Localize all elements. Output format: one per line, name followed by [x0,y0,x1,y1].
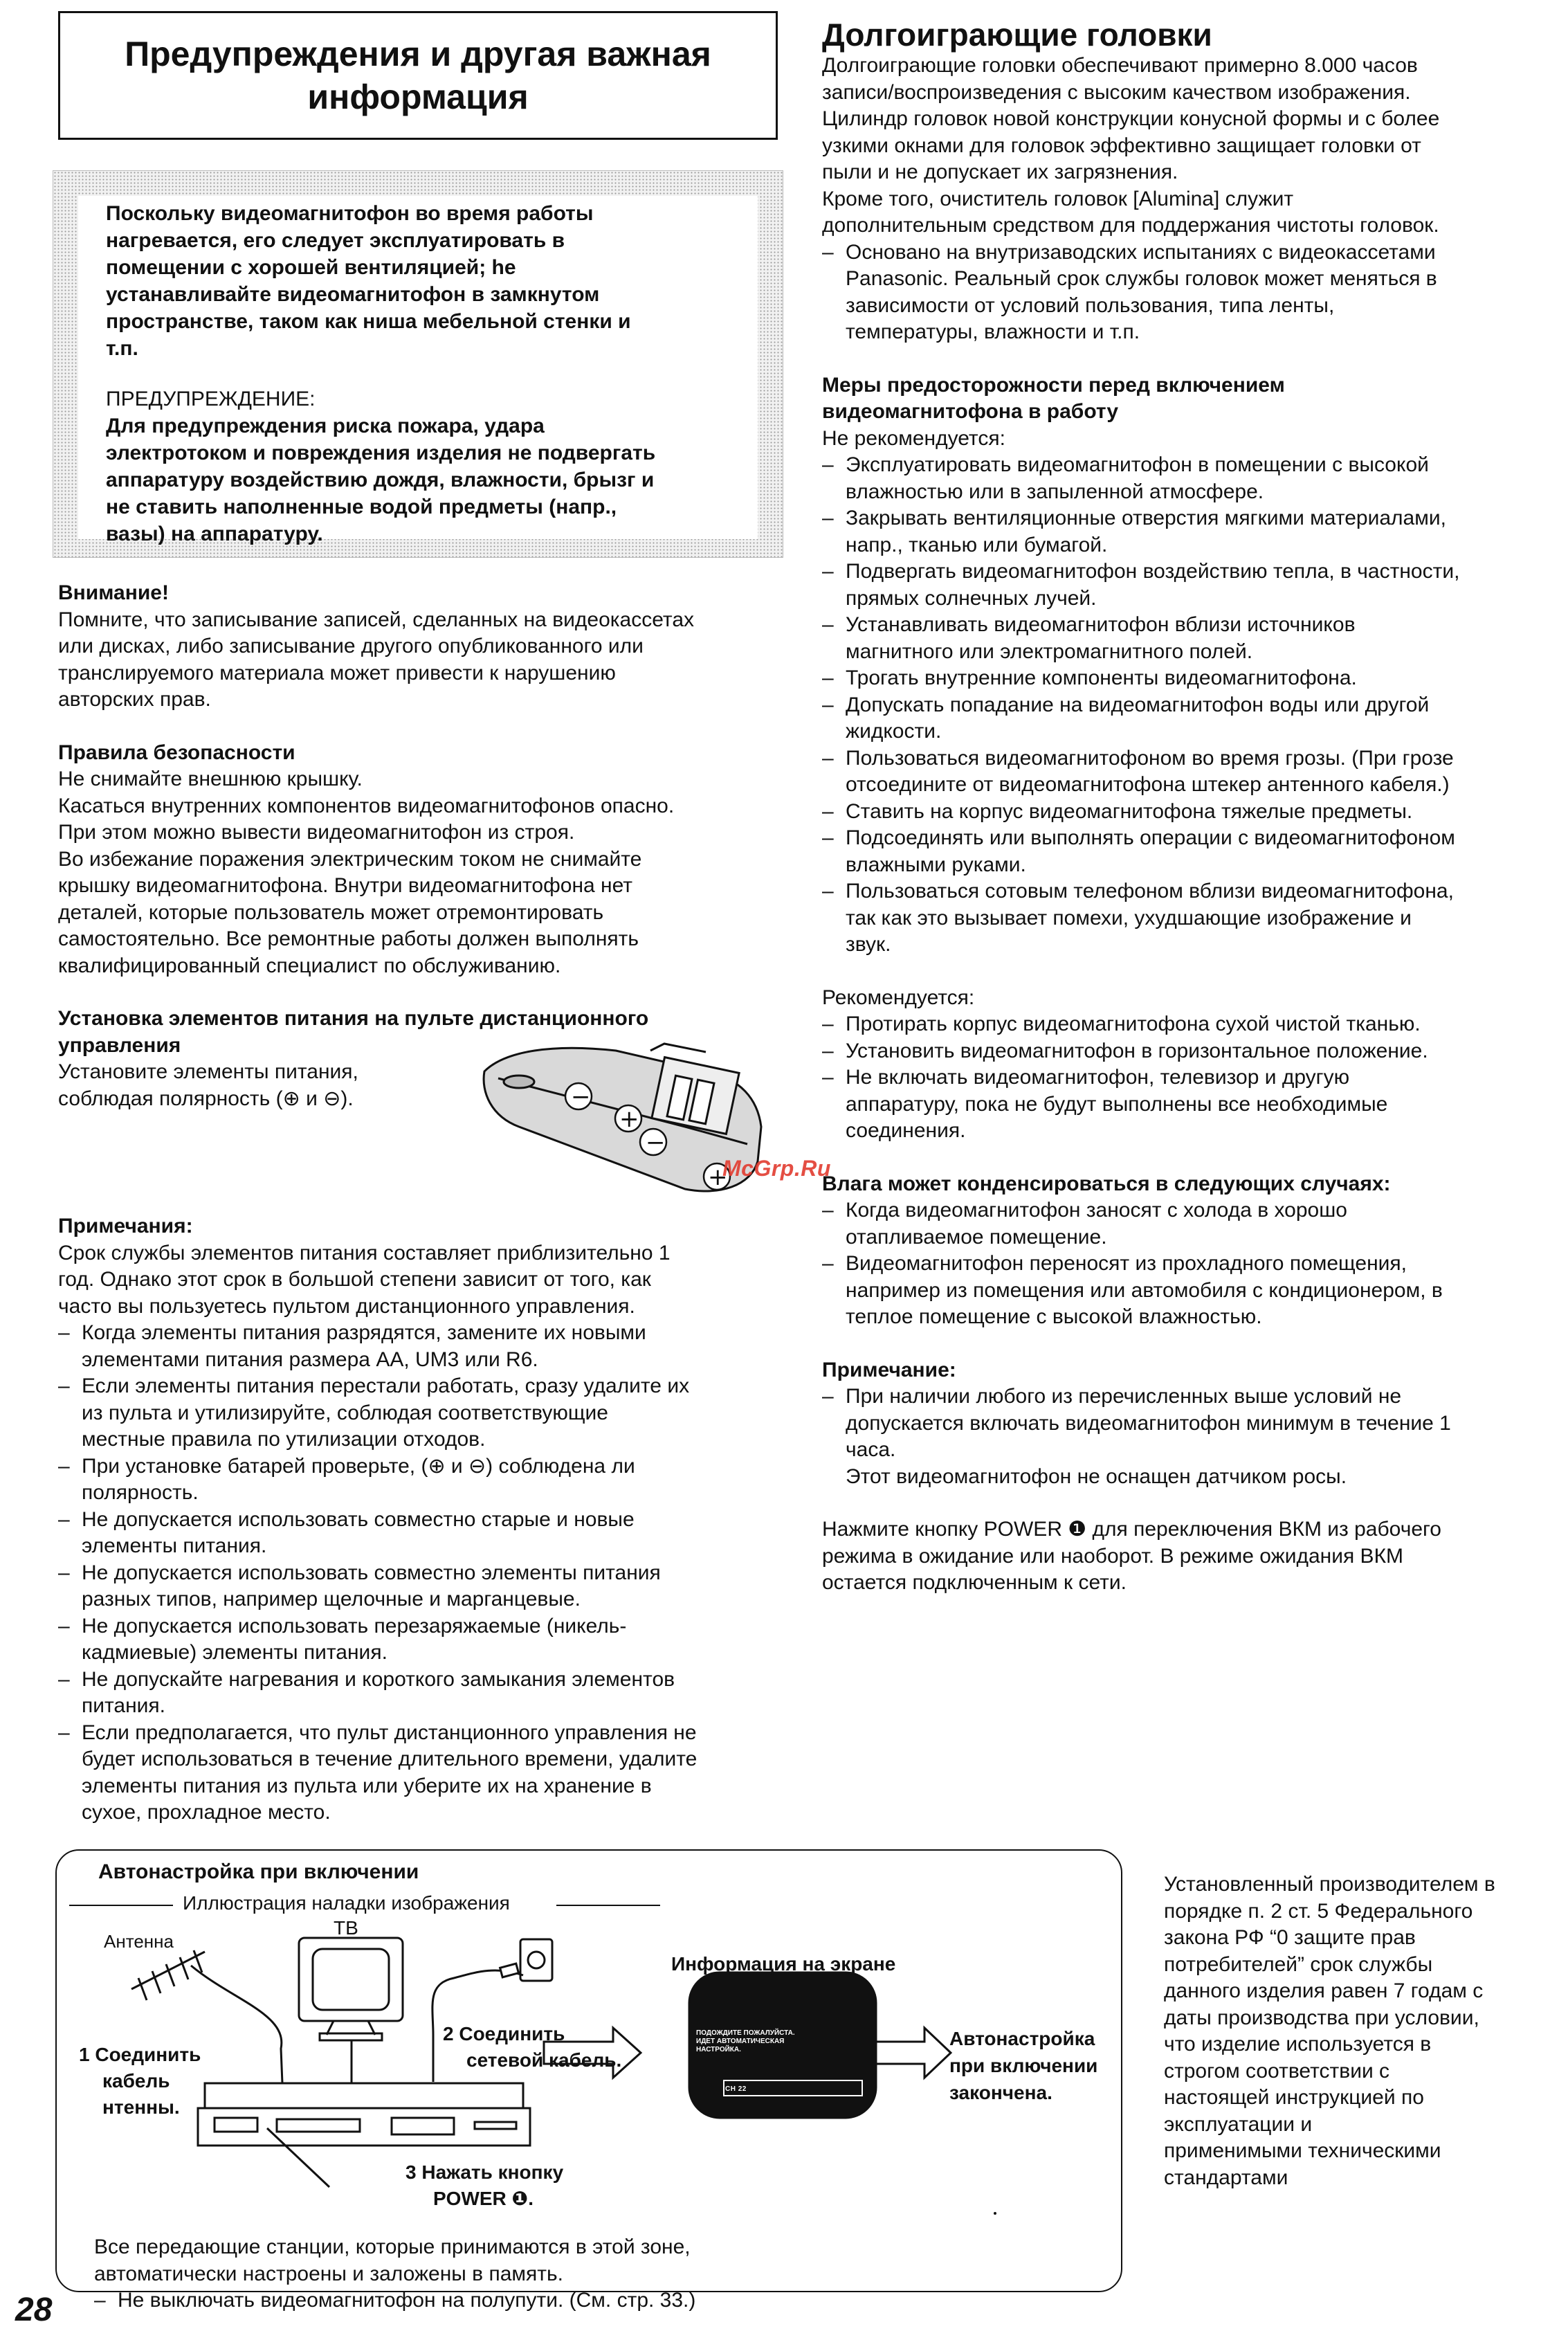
attention-line: или дисках, либо записывание другого опубликованного или [58,635,644,657]
power-line: режима в ожидание или наоборот. В режиме ожидания ВКМ [822,1544,1404,1568]
heads-title: Долгоиграющие головки [822,17,1212,53]
safety-line: самостоятельно. Все ремонтные работы должен выполнять [58,927,639,950]
screen-info-label: Информация на экране [671,1953,896,1975]
heads-line: Кроме того, очиститель головок [Alumina] служит [822,187,1294,210]
tv-label: ТВ [334,1917,358,1939]
warning-line: т.п. [106,337,138,360]
warning-line: пространстве, таком как ниша мебельной стенки и [106,310,631,333]
warning-line: аппаратуру воздействию дождя, влажности, брызг и [106,469,655,491]
heads-line: Цилиндр головок новой конструкции конусной формы и с более [822,107,1440,130]
list-item: – Эксплуатировать видеомагнитофон в помещении с высокой влажностью или в запыленной атмосфере. [822,452,1538,505]
safety-heading: Правила безопасности [58,741,295,764]
warning-line: не ставить наполненные водой предметы (напр., [106,496,617,518]
minus-symbol: − [571,1083,591,1111]
list-item: – Закрывать вентиляционные отверстия мягкими материалами, напр., тканью или бумагой. [822,505,1538,559]
warning-heading: ПРЕДУПРЕЖДЕНИЕ: [106,388,316,410]
list-item: – Подсоединять или выполнять операции с видеомагнитофоном влажными руками. [822,825,1538,878]
right-column [822,17,1538,1597]
warning-line: помещении с хорошей вентиляцией; he [106,256,516,279]
safety-line: деталей, которые пользователь может отремонтировать [58,900,604,924]
list-item: – Не допускается использовать совместно элементы питания разных типов, например щелочные и марганцевые. [58,1560,781,1613]
note-heading: Примечание: [822,1358,956,1381]
service-life-note: Установленный производителем в порядке п. 2 ст. 5 Федерального закона РФ “0 защите прав потребителей” срок службы данного изделия равен 7 годам с даты производства при условии, что изделие используется в строгом соответствии с настоящей инструкцией по эксплуатации и применимыми техническими стандартами [1164,1873,1495,2189]
caption-line [556,1905,660,1906]
list-item: – Трогать внутренние компоненты видеомагнитофона. [822,665,1538,692]
caption-line [69,1905,173,1906]
batteries-line: Установите элементы питания, [58,1060,358,1083]
batteries-heading: Установка элементов питания на пульте дистанционного [58,1007,649,1030]
watermark: McGrp.Ru [722,1156,831,1181]
setup-done-label: Автонастройка при включении закончена. [949,2028,1098,2103]
notes-intro-line: Срок службы элементов питания составляет приблизительно 1 [58,1241,671,1264]
heads-line: записи/воспроизведения с высоким качеством изображения. [822,80,1411,104]
screen-message: ПОДОЖДИТЕ ПОЖАЛУЙСТА. ИДЕТ АВТОМАТИЧЕСКАЯ НАСТРОЙКА. [696,2029,795,2053]
list-item: – Пользоваться видеомагнитофоном во время грозы. (При грозе отсоедините от видеомагнитофона штекер антенного кабеля.) [822,745,1538,799]
heads-line: дополнительным средством для поддержания чистоты головок. [822,214,1439,237]
list-item: – Допускать попадание на видеомагнитофон воды или другой жидкости. [822,692,1538,745]
step-1-label: 1 Соединить кабель нтенны. [79,2044,201,2118]
heads-line: Долгоиграющие головки обеспечивают примерно 8.000 часов [822,54,1418,77]
list-item: – Видеомагнитофон переносят из прохладного помещения, например из помещения или автомобиля с кондиционером, в теплое помещение с высокой влажностью. [822,1251,1538,1331]
tv-icon [299,1938,403,2083]
auto-setup-title: Автонастройка при включении [98,1860,419,1883]
page-title-line: информация [307,78,529,116]
list-item: – Не допускается использовать совместно старые и новые элементы питания. [58,1507,781,1560]
warning-line: электротоком и повреждения изделия не подвергать [106,442,656,464]
list-item: – Если предполагается, что пульт дистанционного управления не будет использоваться в течение длительного времени, удалите элементы питания из пульта или уберите их на хранение в сухое, прохладное место. [58,1720,781,1826]
warning-line: нагревается, его следует эксплуатировать в [106,229,565,252]
list-item: – При установке батарей проверьте, (⊕ и ⊖) соблюдена ли полярность. [58,1453,781,1507]
safety-line: Во избежание поражения электрическим током не снимайте [58,847,642,871]
arrow-icon [876,2028,951,2078]
warning-box-content [78,196,758,545]
page-number: 28 [15,2292,53,2328]
attention-line: Помните, что записывание записей, сделанных на видеокассетах [58,608,695,631]
list-item: – Не включать видеомагнитофон, телевизор и другую аппаратуру, пока не будут выполнены все необходимые соединения. [822,1064,1538,1145]
precautions-heading: видеомагнитофона в работу [822,400,1119,423]
list-item: – Если элементы питания перестали работать, сразу удалите их из пульта и утилизируйте, соблюдая соответствующие местные правила по утилизации отходов. [58,1373,781,1453]
batteries-line: соблюдая полярность (⊕ и ⊖). [58,1087,354,1110]
heads-line: пыли и не допускает их загрязнения. [822,161,1178,183]
minus-symbol: − [646,1129,666,1157]
plus-symbol: + [619,1105,639,1133]
list-item: – Когда видеомагнитофон заносят с холода в хорошо отапливаемое помещение. [822,1197,1538,1251]
attention-line: авторских прав. [58,688,211,711]
precautions-heading: Меры предосторожности перед включением [822,373,1285,397]
power-line: остается подключенным к сети. [822,1571,1127,1594]
attention-heading: Внимание! [58,581,169,604]
page-title-line: Предупреждения и другая важная [125,35,711,73]
page-title [58,11,778,140]
notes-intro-line: часто вы пользуетесь пультом дистанционного управления. [58,1294,635,1318]
step-2-label: 2 Соединить сетевой кабель. [443,2023,622,2071]
plus-symbol: + [708,1163,728,1191]
safety-line: квалифицированный специалист по обслуживанию. [58,954,561,977]
list-item: – Когда элементы питания разрядятся, замените их новыми элементами питания размера AA, UM3 или R6. [58,1320,781,1373]
list-item: – При наличии любого из перечисленных выше условий не допускается включать видеомагнитофон минимум в течение 1 часа. Этот видеомагнитофон не оснащен датчиком росы. [822,1384,1538,1490]
condensation-heading: Влага может конденсироваться в следующих случаях: [822,1172,1391,1195]
batteries-heading: управления [58,1033,181,1057]
dot [994,2212,996,2215]
auto-setup-footer: Все передающие станции, которые принимаются в этой зоне, автоматически настроены и заложены в память. – Не выключать видеомагнитофон на полупути. (См. стр. 33.) [94,2234,786,2314]
notes-heading: Примечания: [58,1215,193,1237]
list-item: – Установить видеомагнитофон в горизонтальное положение. [822,1038,1538,1065]
attention-line: транслируемого материала может привести к нарушению [58,661,616,684]
list-item: – Не допускайте нагревания и короткого замыкания элементов питания. [58,1667,781,1720]
list-item: – Протирать корпус видеомагнитофона сухой чистой тканью. [822,1011,1538,1038]
recommended-label: Рекомендуется: [822,986,975,1009]
warning-line: Для предупреждения риска пожара, удара [106,415,545,437]
warning-line: Поскольку видеомагнитофон во время работы [106,202,594,225]
safety-line: Не снимайте внешнюю крышку. [58,768,363,790]
antenna-label: Антенна [104,1931,174,1952]
screen-channel: CH 22 [725,2085,747,2093]
list-item: – Подвергать видеомагнитофон воздействию тепла, в частности, прямых солнечных лучей. [822,559,1538,612]
list-item: – Устанавливать видеомагнитофон вблизи источников магнитного или электромагнитного полей. [822,612,1538,665]
safety-line: крышку видеомагнитофона. Внутри видеомагнитофона нет [58,874,633,897]
power-line: Нажмите кнопку POWER ❶ для переключения ВКМ из рабочего [822,1518,1441,1541]
illustration-caption: Иллюстрация наладки изображения [183,1892,510,1914]
warning-box [53,170,783,558]
safety-line: При этом можно вывести видеомагнитофон из строя. [58,821,575,844]
step-3-label: 3 Нажать кнопку POWER ❶. [405,2161,564,2209]
not-recommended-label: Не рекомендуется: [822,426,1005,450]
list-item: – Не допускается использовать перезаряжаемые (никель- кадмиевые) элементы питания. [58,1613,781,1667]
safety-line: Касаться внутренних компонентов видеомагнитофонов опасно. [58,794,675,817]
warning-line: устанавливайте видеомагнитофон в замкнутом [106,283,600,306]
list-item: – Основано на внутризаводских испытаниях с видеокассетами Panasonic. Реальный срок службы головок может меняться в зависимости от условий пользования, типа ленты, температуры, влажности и т.п. [822,239,1538,346]
warning-line: вазы) на аппаратуру. [106,523,323,545]
notes-intro-line: год. Однако этот срок в большой степени зависит от того, как [58,1268,651,1291]
heads-line: узкими окнами для головок эффективно защищает головки от [822,134,1421,157]
list-item: – Ставить на корпус видеомагнитофона тяжелые предметы. [822,799,1538,826]
list-item: – Пользоваться сотовым телефоном вблизи видеомагнитофона, так как это вызывает помехи, ухудшающие изображение и звук. [822,878,1538,959]
list-item: – Не выключать видеомагнитофон на полупути. (См. стр. 33.) [94,2287,786,2314]
